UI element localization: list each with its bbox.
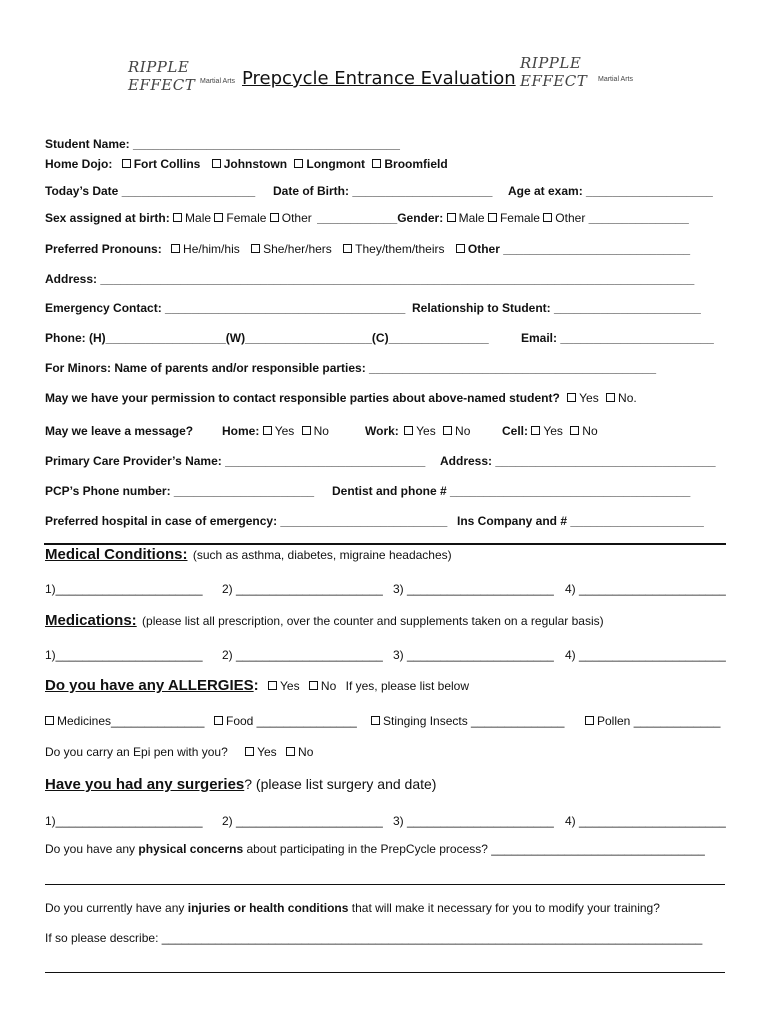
pronoun-option-she[interactable]: She/her/hers — [251, 242, 332, 256]
logo-brand: RIPPLE EFFECT — [520, 54, 588, 90]
medication-item-4[interactable]: 4) ______________________ — [565, 648, 726, 662]
checkbox-icon — [567, 393, 576, 402]
checkbox-icon — [456, 244, 465, 253]
ins-field[interactable]: Ins Company and # ____________________ — [457, 514, 704, 528]
checkbox-icon — [606, 393, 615, 402]
checkbox-icon — [543, 213, 552, 222]
checkbox-icon — [212, 159, 221, 168]
logo-right — [520, 48, 640, 90]
allergy-food[interactable]: Food _______________ — [214, 714, 357, 728]
checkbox-icon — [270, 213, 279, 222]
work-no[interactable]: No — [443, 424, 470, 438]
checkbox-icon — [263, 426, 272, 435]
describe-field[interactable]: If so please describe: _________________________________________________________________________________ — [45, 931, 703, 945]
medical-conditions-heading: Medical Conditions: (such as asthma, diabetes, migraine headaches) — [45, 546, 452, 563]
permission-no[interactable]: No. — [606, 391, 637, 405]
checkbox-icon — [531, 426, 540, 435]
checkbox-icon — [447, 213, 456, 222]
emergency-contact-field[interactable]: Emergency Contact: ____________________________________ — [45, 301, 406, 315]
checkbox-icon — [214, 716, 223, 725]
epipen-yes[interactable]: Yes — [245, 745, 277, 759]
checkbox-icon — [245, 747, 254, 756]
permission-row — [45, 391, 637, 405]
medical-item-4[interactable]: 4) ______________________ — [565, 582, 726, 596]
pronouns-row — [45, 242, 690, 256]
allergy-pollen[interactable]: Pollen _____________ — [585, 714, 720, 728]
dojo-option-broomfield[interactable]: Broomfield — [372, 157, 447, 171]
phone-field[interactable]: Phone: (H)__________________(W)___________________(C)_______________ — [45, 331, 489, 345]
checkbox-icon — [171, 244, 180, 253]
checkbox-icon — [343, 244, 352, 253]
home-no[interactable]: No — [302, 424, 329, 438]
gender-label: Gender: — [397, 211, 444, 225]
cell-yes[interactable]: Yes — [531, 424, 563, 438]
sex-option-other[interactable]: Other — [270, 211, 312, 225]
address-field[interactable]: Address: _________________________________________________________________________________________ — [45, 272, 695, 286]
message-question: May we leave a message? — [45, 424, 194, 438]
home-dojo-label: Home Dojo: — [45, 157, 113, 171]
dentist-field[interactable]: Dentist and phone # ____________________________________ — [332, 484, 691, 498]
gender-option-female[interactable]: Female — [488, 211, 540, 225]
allergies-heading: Do you have any ALLERGIES: Yes No If yes, please list below — [45, 677, 470, 694]
medications-heading: Medications: (please list all prescription, over the counter and supplements taken on a regular basis) — [45, 612, 604, 629]
page-title: Prepcycle Entrance Evaluation — [242, 68, 516, 89]
allergy-medicines[interactable]: Medicines______________ — [45, 714, 204, 728]
dojo-option-longmont[interactable]: Longmont — [294, 157, 365, 171]
message-cell: Cell: Yes No — [502, 424, 598, 438]
epipen-row — [45, 745, 313, 759]
checkbox-icon — [443, 426, 452, 435]
logo-sub: Martial Arts — [598, 76, 634, 83]
pcp-address-field[interactable]: Address: _________________________________ — [440, 454, 716, 468]
sex-other-blank[interactable]: ____________ — [317, 211, 398, 225]
home-dojo-row — [45, 157, 448, 171]
logo-brand: RIPPLE EFFECT — [128, 58, 196, 94]
medical-item-3[interactable]: 3) ______________________ — [393, 582, 554, 596]
section-divider — [44, 543, 726, 545]
dojo-option-fort-collins[interactable]: Fort Collins — [122, 157, 201, 171]
student-name-field[interactable]: Student Name: ________________________________________ — [45, 137, 400, 151]
checkbox-icon — [302, 426, 311, 435]
logo-sub: Martial Arts — [200, 78, 236, 85]
checkbox-icon — [371, 716, 380, 725]
checkbox-icon — [404, 426, 413, 435]
surgery-item-4[interactable]: 4) ______________________ — [565, 814, 726, 828]
allergy-insects[interactable]: Stinging Insects ______________ — [371, 714, 564, 728]
pronouns-label: Preferred Pronouns: — [45, 242, 162, 256]
gender-option-other[interactable]: Other — [543, 211, 585, 225]
checkbox-icon — [251, 244, 260, 253]
dob-field[interactable]: Date of Birth: _____________________ — [273, 184, 493, 198]
age-field[interactable]: Age at exam: ___________________ — [508, 184, 713, 198]
allergy-yes[interactable]: Yes — [268, 679, 300, 693]
todays-date-field[interactable]: Today’s Date ____________________ — [45, 184, 256, 198]
dojo-option-johnstown[interactable]: Johnstown — [212, 157, 287, 171]
medication-item-2[interactable]: 2) ______________________ — [222, 648, 383, 662]
permission-yes[interactable]: Yes — [567, 391, 599, 405]
pronoun-option-other[interactable]: Other ____________________________ — [456, 242, 690, 256]
message-home: Home: Yes No — [222, 424, 329, 438]
sex-option-female[interactable]: Female — [214, 211, 266, 225]
describe-line-2[interactable] — [45, 972, 725, 973]
medication-item-3[interactable]: 3) ______________________ — [393, 648, 554, 662]
pcp-name-field[interactable]: Primary Care Provider’s Name: ______________________________ — [45, 454, 426, 468]
medical-item-1[interactable]: 1)______________________ — [45, 582, 203, 596]
logo-left — [128, 52, 240, 94]
surgery-item-2[interactable]: 2) ______________________ — [222, 814, 383, 828]
gender-option-male[interactable]: Male — [447, 211, 485, 225]
injuries-question: Do you currently have any injuries or health conditions that will make it necessary for you to modify your training? — [45, 901, 660, 915]
physical-concerns-line[interactable] — [45, 884, 725, 885]
medication-item-1[interactable]: 1)______________________ — [45, 648, 203, 662]
checkbox-icon — [214, 213, 223, 222]
hospital-field[interactable]: Preferred hospital in case of emergency: _________________________ — [45, 514, 448, 528]
checkbox-icon — [268, 681, 277, 690]
checkbox-icon — [570, 426, 579, 435]
allergy-no[interactable]: No — [309, 679, 336, 693]
surgery-item-1[interactable]: 1)______________________ — [45, 814, 203, 828]
checkbox-icon — [122, 159, 131, 168]
email-field[interactable]: Email: _______________________ — [521, 331, 714, 345]
checkbox-icon — [309, 681, 318, 690]
checkbox-icon — [585, 716, 594, 725]
medical-item-2[interactable]: 2) ______________________ — [222, 582, 383, 596]
checkbox-icon — [294, 159, 303, 168]
home-yes[interactable]: Yes — [263, 424, 295, 438]
work-yes[interactable]: Yes — [404, 424, 436, 438]
checkbox-icon — [372, 159, 381, 168]
checkbox-icon — [286, 747, 295, 756]
surgery-item-3[interactable]: 3) ______________________ — [393, 814, 554, 828]
sex-row — [45, 211, 689, 225]
surgeries-heading: Have you had any surgeries? (please list surgery and date) — [45, 776, 437, 793]
checkbox-icon — [488, 213, 497, 222]
minors-field[interactable]: For Minors: Name of parents and/or responsible parties: ___________________________________________ — [45, 361, 657, 375]
message-work: Work: Yes No — [365, 424, 471, 438]
checkbox-icon — [173, 213, 182, 222]
pronoun-option-they[interactable]: They/them/theirs — [343, 242, 444, 256]
physical-concerns-field[interactable]: Do you have any physical concerns about participating in the PrepCycle process? ________________________________ — [45, 842, 705, 856]
sex-option-male[interactable]: Male — [173, 211, 211, 225]
gender-other-blank[interactable]: _______________ — [588, 211, 689, 225]
cell-no[interactable]: No — [570, 424, 597, 438]
checkbox-icon — [45, 716, 54, 725]
pcp-phone-field[interactable]: PCP’s Phone number: _____________________ — [45, 484, 315, 498]
epipen-no[interactable]: No — [286, 745, 313, 759]
permission-question: May we have your permission to contact responsible parties about above-named student? — [45, 391, 560, 405]
sex-label: Sex assigned at birth: — [45, 211, 170, 225]
pronoun-option-he[interactable]: He/him/his — [171, 242, 240, 256]
epipen-question: Do you carry an Epi pen with you? — [45, 745, 228, 759]
relationship-field[interactable]: Relationship to Student: ______________________ — [412, 301, 701, 315]
